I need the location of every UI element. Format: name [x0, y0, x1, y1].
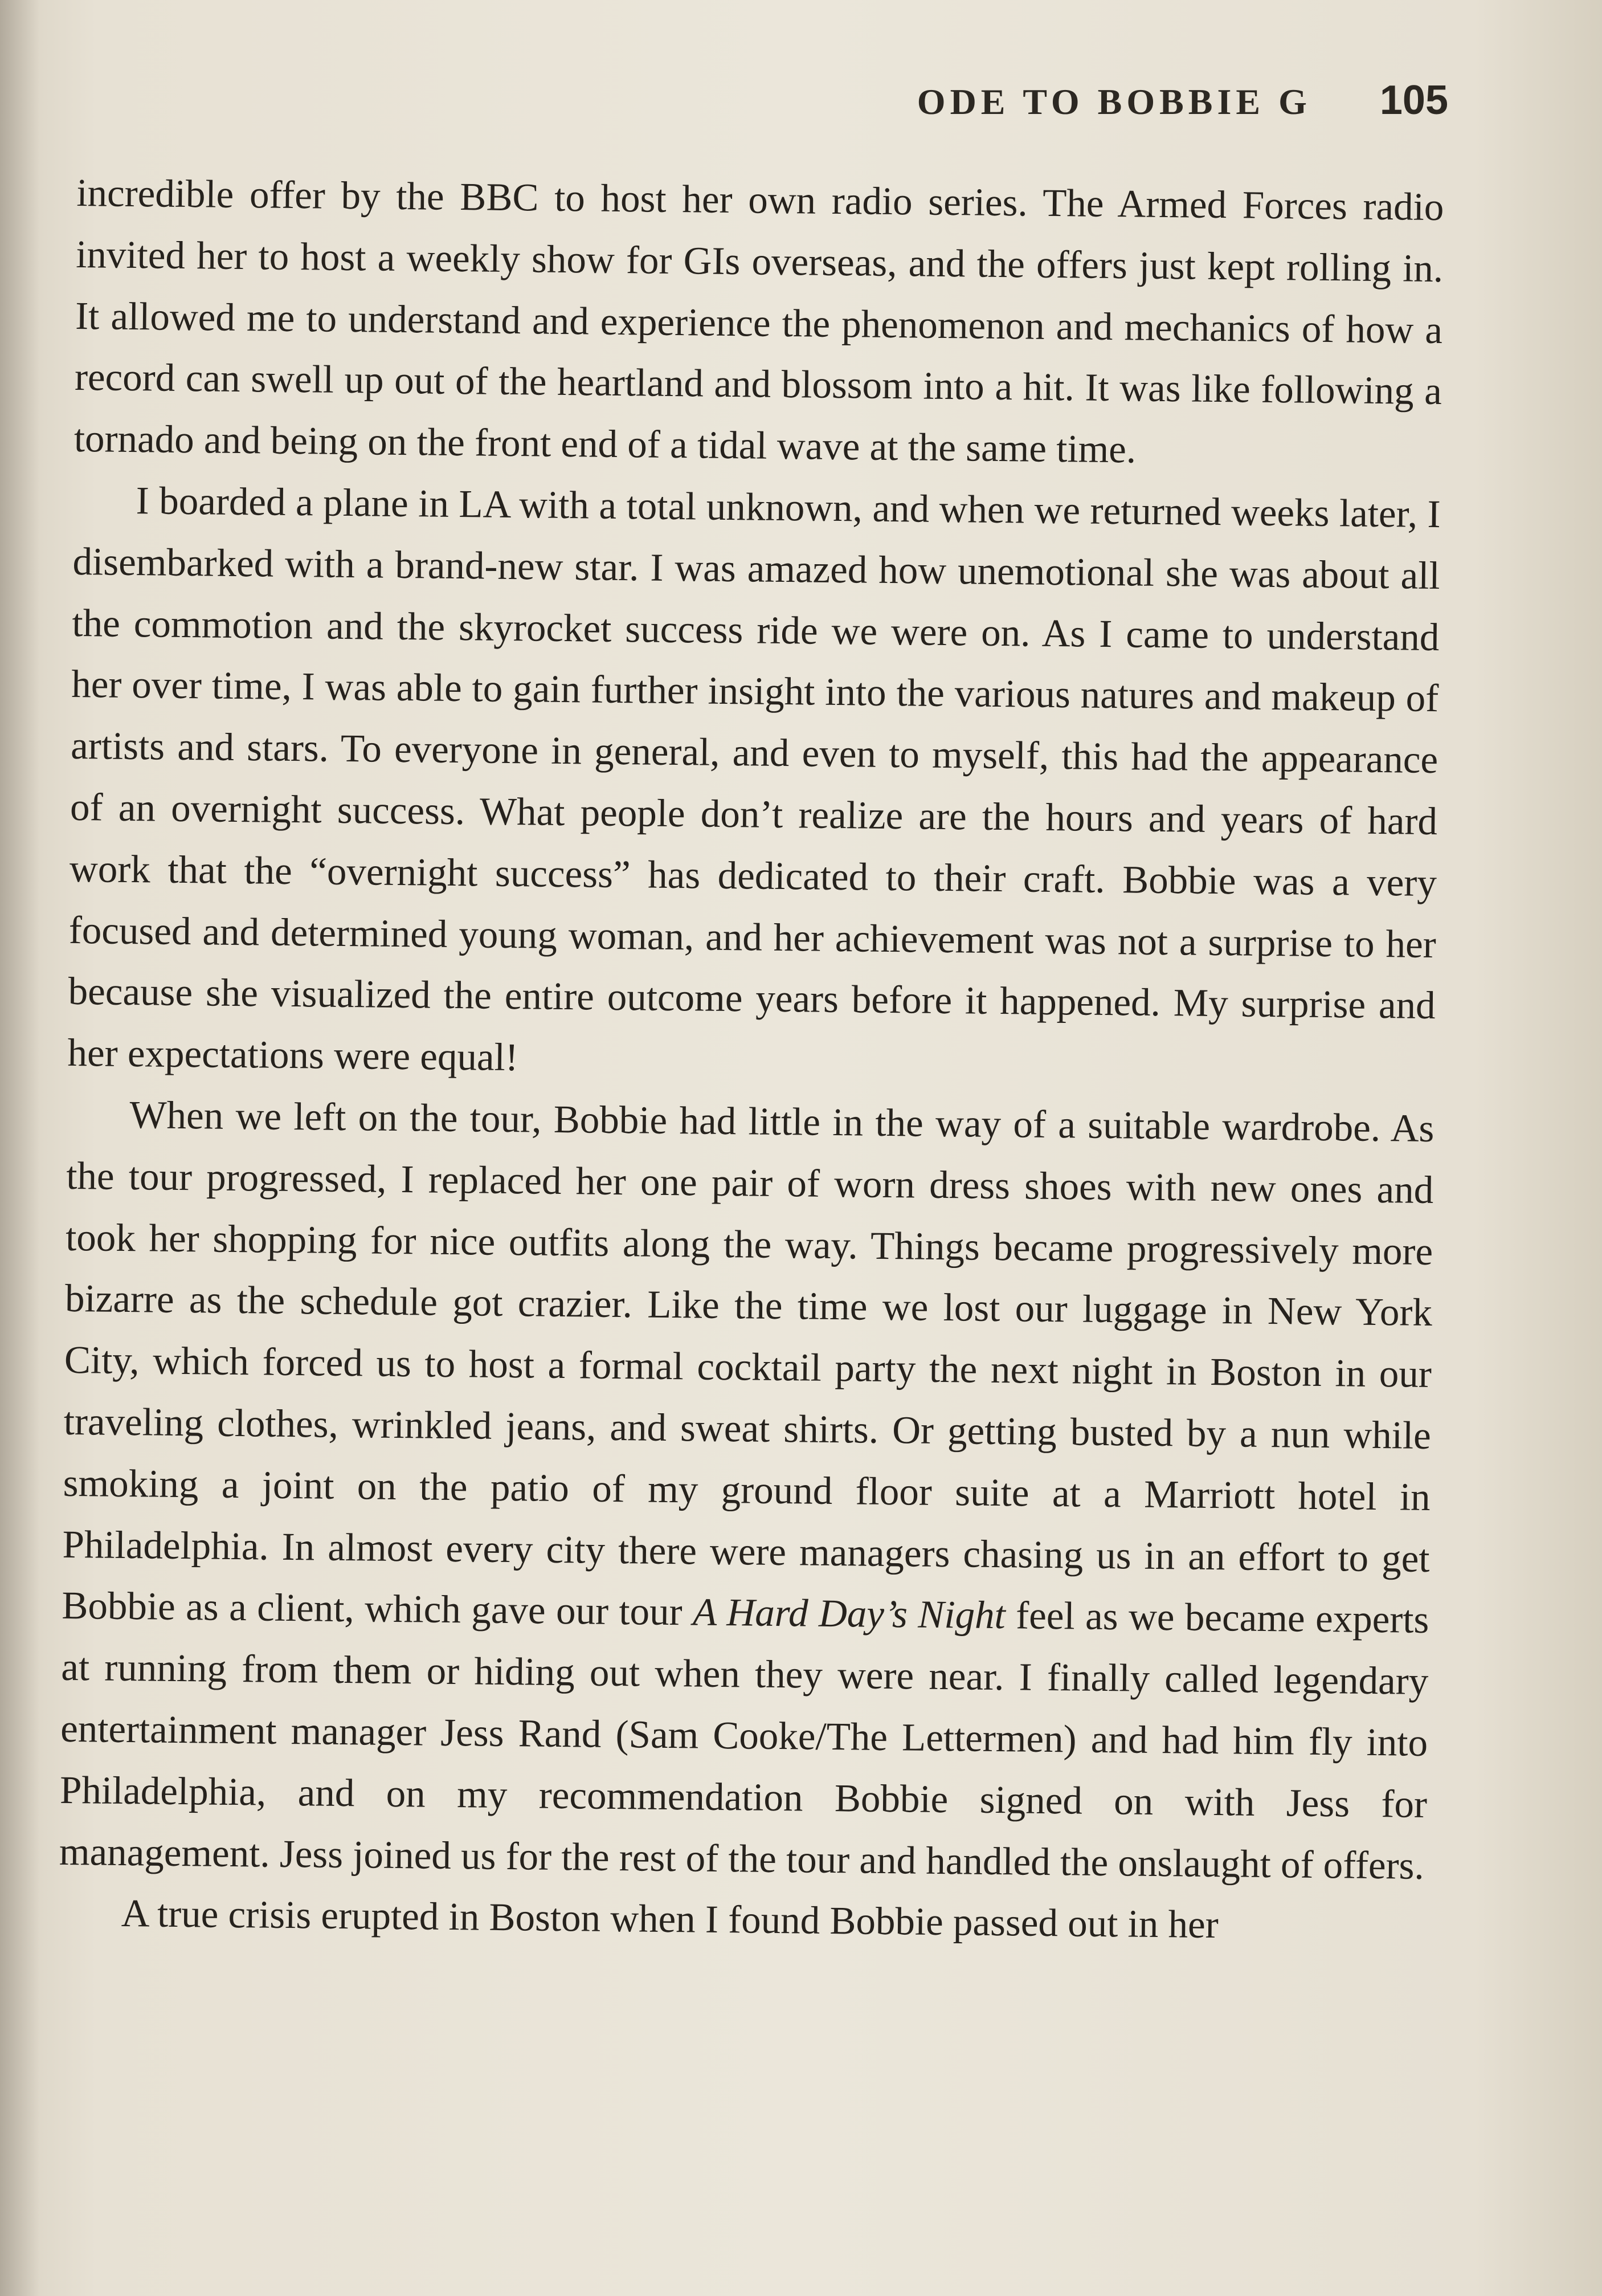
paragraph-3	[59, 1084, 1435, 1897]
paragraph-1: incredible offer by the BBC to host her own radio series. The Armed Forces radio invited her to host a weekly show for GIs overseas, and the offers just kept rolling in. It allowed me to understand and experience the phenomenon and mechanics of how a record can swell up out of the heartland and blossom into a hit. It was like following a tornado and being on the front end of a tidal wave at the same time.	[73, 170, 1444, 471]
paragraph-3-text-after: feel as we became experts at running from them or hiding out when they were near. I finally called legendary entertainment manager Jess Rand (Sam Cooke/The Lettermen) and had him fly into Philadelphia, and on my recommendation Bobbie signed on with Jess for management. Jess joined us for the rest of the tour and handled the onslaught of offers.	[59, 1593, 1429, 1887]
page-header	[917, 77, 1448, 124]
body-text	[58, 162, 1444, 1958]
running-head: ODE TO BOBBIE G	[917, 81, 1311, 122]
page-number: 105	[1379, 78, 1448, 123]
film-title: A Hard Day’s Night	[692, 1590, 1006, 1637]
paragraph-3-text-before: When we left on the tour, Bobbie had little in the way of a suitable wardrobe. As the tour progressed, I replaced her one pair of worn dress shoes with new ones and took her shopping for nice outfits along the way. Things became progressively more bizarre as the schedule got crazier. Like the time we lost our luggage in New York City, which forced us to host a formal cocktail party the next night in Boston in our traveling clothes, wrinkled jeans, and sweat shirts. Or getting busted by a nun while smoking a joint on the patio of my ground floor suite at a Marriott hotel in Philadelphia. In almost every city there were managers chasing us in an effort to get Bobbie as a client, which gave our tour	[62, 1093, 1435, 1634]
paragraph-2: I boarded a plane in LA with a total unknown, and when we returned weeks later, I disembarked with a brand-new star. I was amazed how unemotional she was about all the commotion and the skyrocket success ride we were on. As I came to understand her over time, I was able to gain further insight into the various natures and makeup of artists and stars. To everyone in general, and even to myself, this had the appearance of an overnight success. What people don’t realize are the hours and years of hard work that the “overnight success” has dedicated to their craft. Bobbie was a very focused and determined young woman, and her achievement was not a surprise to her because she visualized the entire outcome years before it happened. My surprise and her expectations were equal!	[67, 479, 1441, 1079]
paragraph-4: A true crisis erupted in Boston when I found Bobbie passed out in her	[121, 1891, 1219, 1947]
binding-shadow	[0, 0, 40, 2296]
